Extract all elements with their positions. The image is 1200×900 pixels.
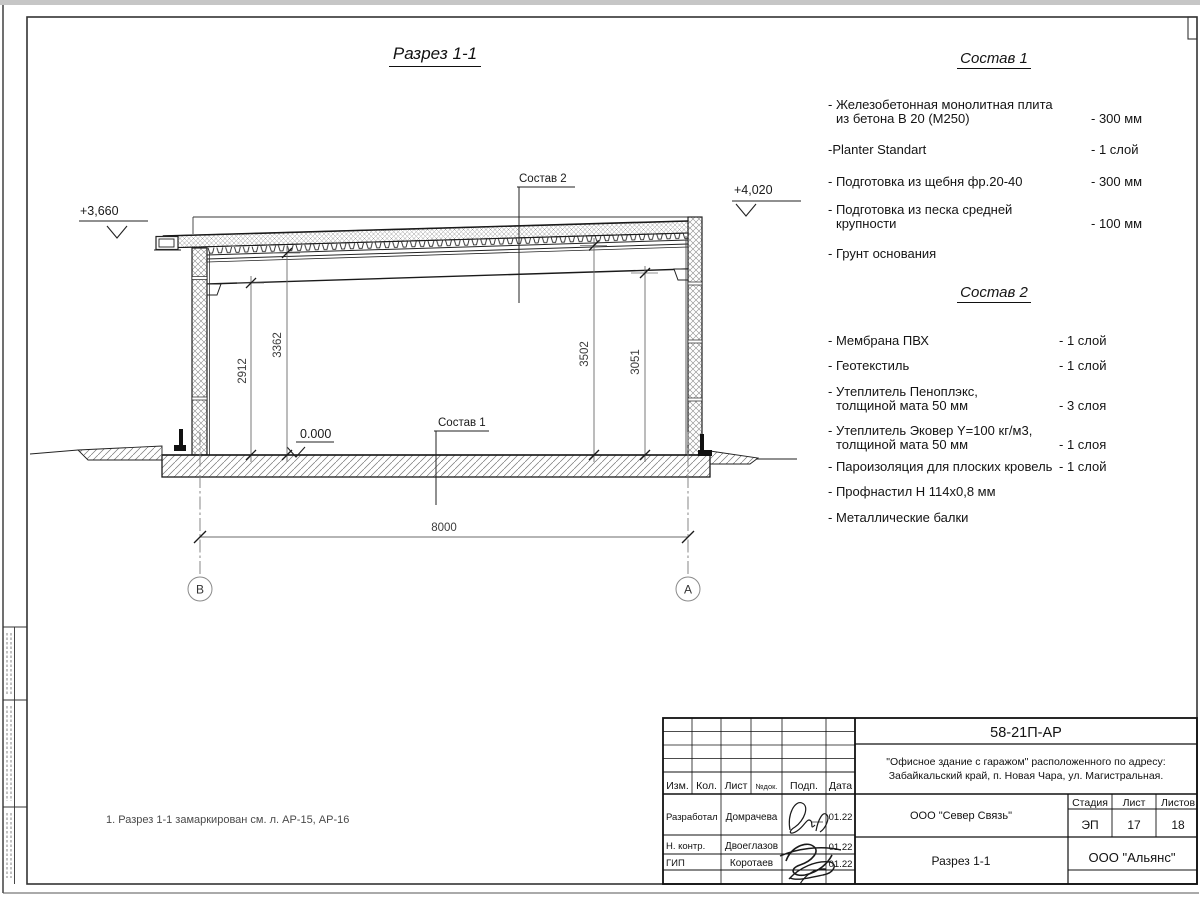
dim-left-deck: 3362 bbox=[272, 332, 284, 358]
base-flashing-left bbox=[179, 429, 183, 445]
sostav2-heading: Состав 2 bbox=[828, 284, 1160, 303]
axis-bubble-right bbox=[676, 577, 700, 601]
name-ncontrol: Двоеглазов bbox=[724, 841, 779, 852]
item-value: - 1 слой bbox=[1059, 333, 1107, 348]
item-value: - 3 слоя bbox=[1059, 398, 1107, 413]
role-gip: ГИП bbox=[666, 858, 685, 869]
beam-line bbox=[207, 269, 688, 284]
col-izm: Изм. bbox=[666, 780, 689, 792]
col-data: Дата bbox=[828, 780, 853, 792]
date-developer: 01.22 bbox=[828, 812, 853, 823]
col-ndok: №док. bbox=[755, 782, 778, 791]
dim-span: 8000 bbox=[431, 522, 457, 534]
level-mark-right bbox=[732, 183, 801, 216]
item-value: - 300 мм bbox=[1091, 111, 1143, 126]
list-item: - Утеплитель Эковер Y=100 кг/м3, толщиной мата 50 мм bbox=[828, 423, 1033, 452]
list-item: - Утеплитель Пеноплэкс, толщиной мата 50 мм bbox=[828, 384, 978, 413]
eaves-detail bbox=[154, 237, 181, 251]
dim-left-clear: 2912 bbox=[237, 358, 249, 384]
left-stamp-strip bbox=[3, 627, 27, 884]
item-value: - 1 слой bbox=[1091, 142, 1139, 157]
list-item: - Металлические балки bbox=[828, 510, 969, 525]
date-ncontrol: 01.22 bbox=[828, 842, 853, 853]
sostav1-heading: Состав 1 bbox=[828, 50, 1160, 69]
list-item: - Профнастил Н 114х0,8 мм bbox=[828, 484, 996, 499]
list-item: - Пароизоляция для плоских кровель bbox=[828, 459, 1053, 474]
list-item: - Подготовка из щебня фр.20-40 bbox=[828, 174, 1023, 189]
sheets-total: 18 bbox=[1171, 818, 1185, 832]
format-corner-box bbox=[1188, 17, 1197, 39]
level-right-value: +4,020 bbox=[734, 183, 773, 197]
level-floor-value: 0.000 bbox=[300, 427, 332, 441]
sheet-name: Разрез 1-1 bbox=[931, 854, 991, 868]
level-mark-floor bbox=[287, 427, 334, 457]
name-gip: Коротаев bbox=[729, 858, 774, 869]
apron-left bbox=[78, 446, 162, 460]
sheets-label: Листов bbox=[1160, 797, 1196, 809]
col-podp: Подп. bbox=[790, 780, 818, 792]
role-ncontrol: Н. контр. bbox=[666, 841, 706, 852]
span-dimension bbox=[194, 432, 694, 574]
doc-code: 58-21П-АР bbox=[990, 725, 1062, 741]
contractor: ООО "Север Связь" bbox=[909, 810, 1013, 822]
sheet-number: 17 bbox=[1127, 818, 1141, 832]
dim-right-clear: 3051 bbox=[630, 349, 642, 375]
signature-developer bbox=[789, 803, 828, 834]
list-item: - Подготовка из песка средней крупности bbox=[828, 202, 1013, 231]
item-value: - 100 мм bbox=[1091, 216, 1143, 231]
date-gip: 01.22 bbox=[828, 859, 853, 870]
section-drawing bbox=[30, 173, 801, 601]
list-item: - Геотекстиль bbox=[828, 358, 910, 373]
sheet-label: Лист bbox=[1122, 797, 1146, 809]
role-developer: Разработал bbox=[666, 812, 718, 823]
apron-right bbox=[710, 451, 758, 464]
item-value: - 1 слой bbox=[1059, 358, 1107, 373]
col-kol: Кол. bbox=[696, 780, 717, 792]
sostav1-ref-label: Состав 1 bbox=[438, 417, 486, 429]
item-value: - 1 слой bbox=[1059, 459, 1107, 474]
section-title: Разрез 1-1 bbox=[360, 44, 510, 67]
axis-left-label: В bbox=[195, 582, 205, 597]
level-left-value: +3,660 bbox=[80, 204, 119, 218]
item-value: - 1 слоя bbox=[1059, 437, 1107, 452]
sostav2-list bbox=[828, 284, 1160, 544]
stage-value: ЭП bbox=[1081, 818, 1099, 832]
sostav1-list bbox=[828, 50, 1160, 280]
axis-bubble-left bbox=[188, 577, 212, 601]
axis-right-label: А bbox=[683, 582, 693, 597]
sheet-note: 1. Разрез 1-1 замаркирован см. л. АР-15, АР-16 bbox=[106, 814, 350, 826]
level-mark-left bbox=[79, 204, 148, 238]
list-item: - Железобетонная монолитная плита из бетона В 20 (М250) bbox=[828, 97, 1053, 126]
name-developer: Домрачева bbox=[725, 812, 778, 823]
dim-right-deck: 3502 bbox=[579, 341, 591, 367]
sostav2-ref-label: Состав 2 bbox=[519, 173, 567, 185]
base-flashing-right bbox=[700, 434, 704, 450]
list-item: - Мембрана ПВХ bbox=[828, 333, 929, 348]
stage-label: Стадия bbox=[1072, 797, 1108, 809]
list-item: - Грунт основания bbox=[828, 246, 937, 261]
project-line2: Забайкальский край, п. Новая Чара, ул. Магистральная. bbox=[888, 770, 1164, 782]
wall-right bbox=[688, 217, 702, 455]
company: ООО "Альянс" bbox=[1088, 850, 1176, 865]
title-block bbox=[663, 718, 1197, 884]
item-value: - 300 мм bbox=[1091, 174, 1143, 189]
list-item: -Planter Standart bbox=[828, 142, 927, 157]
project-line1: "Офисное здание с гаражом" расположенного по адресу: bbox=[886, 756, 1166, 768]
col-list: Лист bbox=[724, 780, 748, 792]
